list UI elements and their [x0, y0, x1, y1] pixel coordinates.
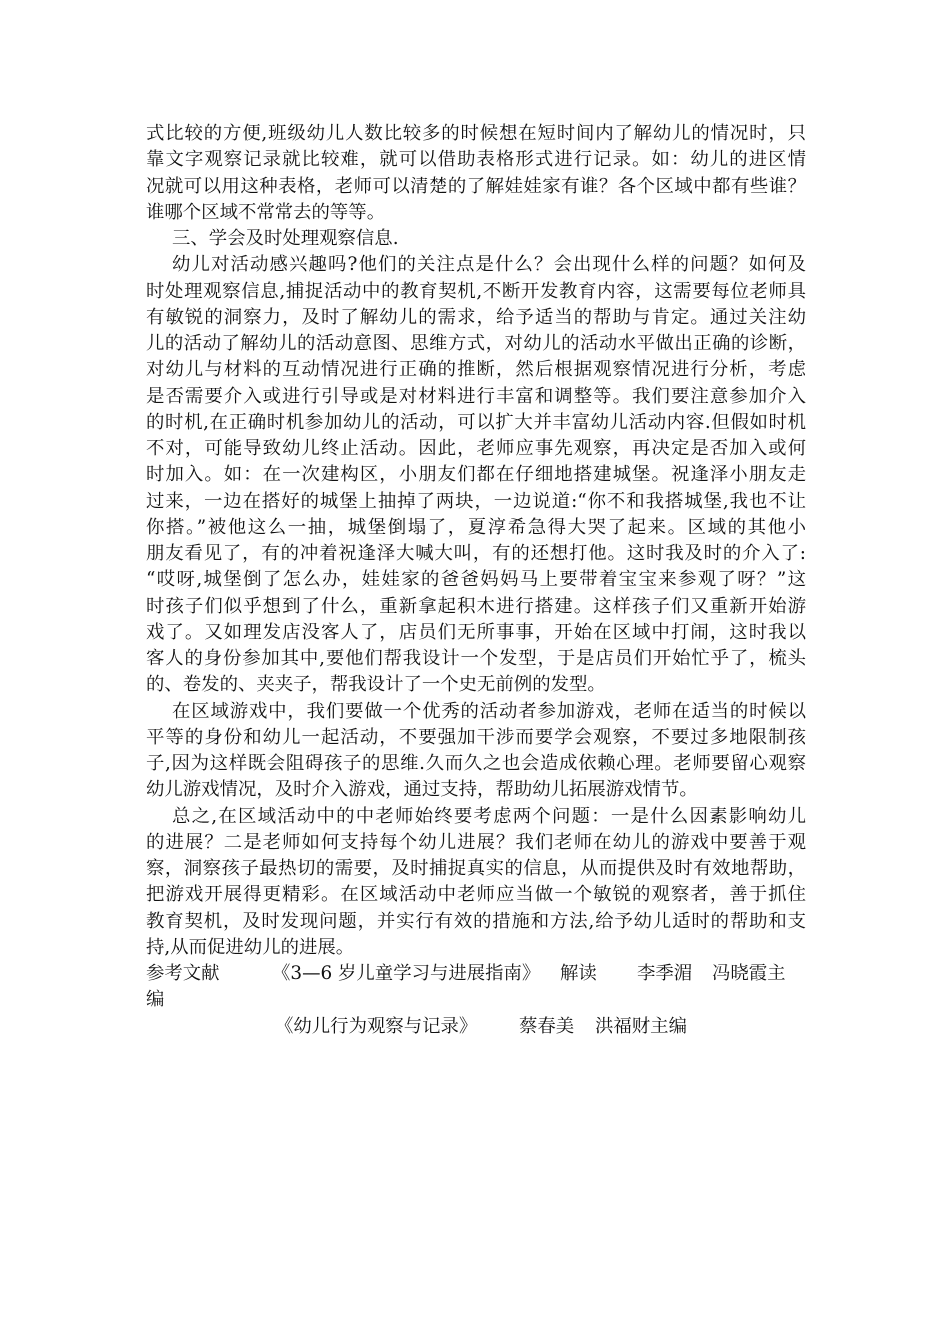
references: [146, 961, 806, 1040]
text-line: 谁哪个区域不常常去的等等。: [146, 201, 386, 223]
text-line: 儿的活动了解幼儿的活动意图、思维方式，对幼儿的活动水平做出正确的诊断，: [146, 333, 806, 354]
text-line: 朋友看见了，有的冲着祝逢泽大喊大叫，有的还想打他。这时我及时的介入了:: [146, 543, 806, 564]
text-line: 戏了。又如理发店没客人了，店员们无所事事，开始在区域中打闹，这时我以: [146, 621, 806, 643]
text-line: 的进展？二是老师如何支持每个幼儿进展？我们老师在幼儿的游戏中要善于观: [146, 831, 806, 853]
text-line: 过来，一边在搭好的城堡上抽掉了两块，一边说道:“你不和我搭城堡,我也不让: [146, 490, 806, 512]
text-line: 的、卷发的、夹夹子，帮我设计了一个史无前例的发型。: [146, 674, 606, 696]
text-line: 式比较的方便,班级幼儿人数比较多的时候想在短时间内了解幼儿的情况时，只: [146, 123, 806, 144]
text-line: 总之,在区域活动中的中老师始终要考虑两个问题：一是什么因素影响幼儿: [172, 805, 806, 827]
reference-author: 冯晓霞主: [712, 963, 786, 984]
paragraph-area-games: [146, 699, 806, 804]
text-line: 持,从而促进幼儿的进展。: [146, 936, 355, 958]
reference-author: 蔡春美: [519, 1015, 575, 1037]
paragraph-continuation: [146, 121, 806, 226]
text-line: 的时机,在正确时机参加幼儿的活动，可以扩大并丰富幼儿活动内容.但假如时机: [146, 411, 806, 433]
section-heading-block: [146, 226, 806, 252]
reference-author-wrap: 编: [146, 989, 165, 1011]
reference-author: 洪福财主编: [595, 1015, 687, 1037]
text-line: 有敏锐的洞察力，及时了解幼儿的需求，给予适当的帮助与肯定。通过关注幼: [146, 306, 806, 328]
text-line: 把游戏开展得更精彩。在区域活动中老师应当做一个敏锐的观察者，善于抓住: [146, 884, 806, 906]
reference-entry: [146, 961, 806, 987]
reference-entry-wrap: [146, 987, 806, 1013]
text-line: 时加入。如：在一次建构区，小朋友们都在仔细地搭建城堡。祝逢泽小朋友走: [146, 464, 806, 486]
section-heading: 三、学会及时处理观察信息.: [172, 228, 399, 249]
text-line: 幼儿对活动感兴趣吗?他们的关注点是什么？会出现什么样的问题？如何及: [172, 254, 806, 276]
text-line: 教育契机，及时发现问题，并实行有效的措施和方法,给予幼儿适时的帮助和支: [146, 910, 806, 932]
paragraph-observation: [146, 252, 806, 698]
document-page: [146, 121, 806, 1040]
text-line: 时孩子们似乎想到了什么，重新拿起积木进行搭建。这样孩子们又重新开始游: [146, 595, 806, 617]
reference-note: 解读: [560, 963, 597, 984]
reference-title: 《幼儿行为观察与记录》: [275, 1015, 478, 1037]
text-line: 幼儿游戏情况，及时介入游戏，通过支持，帮助幼儿拓展游戏情节。: [146, 779, 698, 801]
text-line: 是否需要介入或进行引导或是对材料进行丰富和调整等。我们要注意参加介入: [146, 385, 806, 407]
text-line: 客人的身份参加其中,要他们帮我设计一个发型，于是店员们开始忙乎了，梳头: [146, 648, 806, 669]
text-line: 靠文字观察记录就比较难，就可以借助表格形式进行记录。如：幼儿的进区情: [146, 149, 806, 171]
text-line: 在区域游戏中，我们要做一个优秀的活动者参加游戏，老师在适当的时候以: [172, 700, 806, 722]
text-line: 子,因为这样既会阻碍孩子的思维.久而久之也会造成依赖心理。老师要留心观察: [146, 753, 806, 774]
text-line: 对幼儿与材料的互动情况进行正确的推断，然后根据观察情况进行分析，考虑: [146, 359, 806, 381]
paragraph-conclusion: [146, 804, 806, 962]
text-line: 平等的身份和幼儿一起活动，不要强加干涉而要学会观察，不要过多地限制孩: [146, 726, 806, 748]
references-label: 参考文献: [146, 963, 220, 984]
text-line: “哎呀,城堡倒了怎么办，娃娃家的爸爸妈妈马上要带着宝宝来参观了呀？”这: [146, 569, 806, 591]
text-line: 时处理观察信息,捕捉活动中的教育契机,不断开发教育内容，这需要每位老师具: [146, 280, 806, 302]
text-line: 你搭。”被他这么一抽，城堡倒塌了，夏淳希急得大哭了起来。区域的其他小: [146, 516, 806, 538]
reference-entry: [146, 1014, 806, 1040]
text-line: 察，洞察孩子最热切的需要，及时捕捉真实的信息，从而提供及时有效地帮助，: [146, 858, 806, 879]
text-line: 不对，可能导致幼儿终止活动。因此，老师应事先观察，再决定是否加入或何: [146, 438, 806, 459]
reference-author: 李季湄: [637, 963, 693, 984]
reference-title: 《3—6 岁儿童学习与进展指南》: [272, 963, 541, 984]
text-line: 况就可以用这种表格，老师可以清楚的了解娃娃家有谁？各个区域中都有些谁？: [146, 175, 806, 197]
